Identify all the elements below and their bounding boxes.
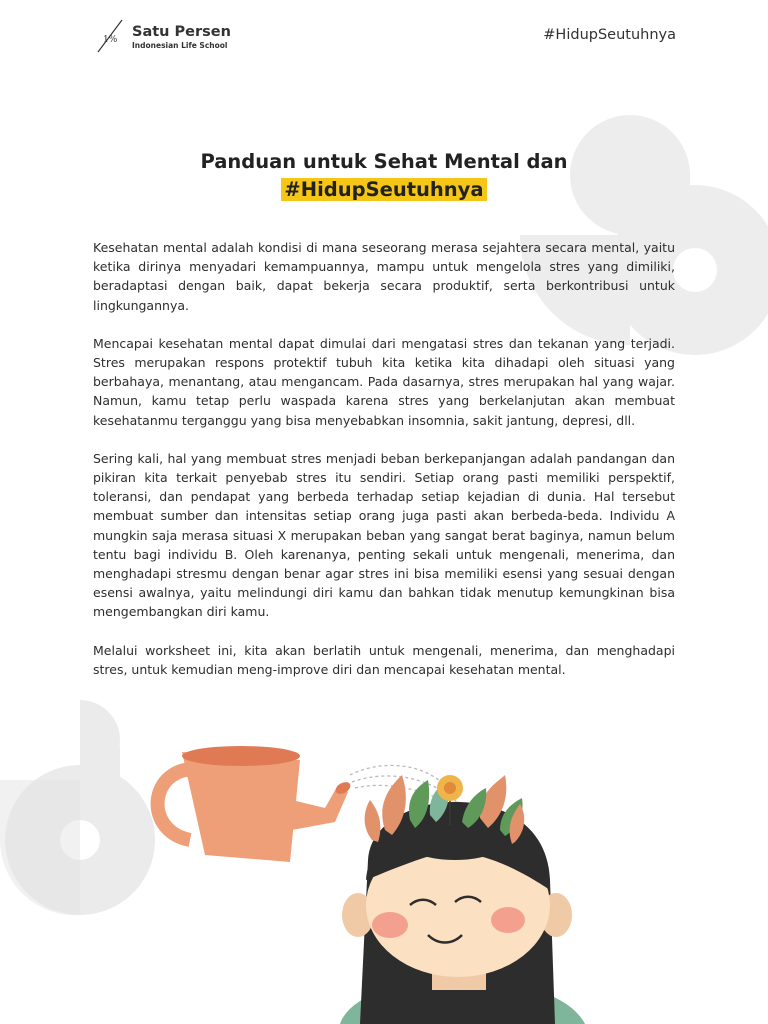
- title-line-1: Panduan untuk Sehat Mental dan: [200, 150, 568, 173]
- page-title: [0, 148, 768, 204]
- paragraph: Mencapai kesehatan mental dapat dimulai dari mengatasi stres dan tekanan yang terjadi. Stres merupakan respons protektif tubuh kita ketika kita dihadapi oleh situasi yang berbahaya, menantang, atau mengancam. Pada dasarnya, stres merupakan hal yang wajar. Namun, kamu tetap perlu waspada karena stres yang berkelanjutan akan membuat kesehatanmu terganggu yang bisa menyebabkan insomnia, sakit jantung, depresi, dll.: [93, 335, 675, 428]
- girl-with-plants-illustration: [340, 775, 585, 1024]
- svg-text:1%: 1%: [103, 35, 118, 45]
- brand-name: Satu Persen: [132, 24, 231, 40]
- brand-tagline: Indonesian Life School: [132, 40, 228, 50]
- satu-persen-logo-icon: [92, 18, 130, 56]
- title-highlight: #HidupSeutuhnya: [281, 178, 486, 201]
- page-header: [0, 18, 768, 58]
- illustration: [0, 730, 768, 1024]
- header-hashtag: #HidupSeutuhnya: [543, 27, 676, 43]
- watering-can-icon: [158, 746, 353, 862]
- paragraph: Melalui worksheet ini, kita akan berlatih untuk mengenali, menerima, dan menghadapi stres, untuk kemudian meng-improve diri dan mencapai kesehatan mental.: [93, 642, 675, 677]
- brand-logo: [92, 18, 231, 56]
- paragraph: Sering kali, hal yang membuat stres menjadi beban berkepanjangan adalah pandangan dan pikiran kita terkait penyebab stres itu sendiri. Setiap orang pasti memiliki perspektif, toleransi, dan pendapat yang berbeda terhadap setiap kejadian di dunia. Hal tersebut membuat sumber dan intensitas setiap orang juga pasti akan berbeda-beda. Individu A mungkin saja merasa situasi X merupakan beban yang sangat berat baginya, namun belum tentu bagi individu B. Oleh karenanya, penting sekali untuk mengenali, menerima, dan menghadapi stresmu dengan benar agar stres ini bisa memiliki esensi yang sesuai dengan esensi awalnya, yaitu melindungi diri kamu dan bahkan tidak menutup kemungkinan bisa mengembangkan diri kamu.: [93, 450, 675, 620]
- body-text: [93, 238, 675, 698]
- paragraph: Kesehatan mental adalah kondisi di mana seseorang merasa sejahtera secara mental, yaitu ketika dirinya menyadari kemampuannya, mampu untuk mengelola stres yang dimiliki, beradaptasi dengan baik, dapat bekerja secara produktif, serta berkontribusi untuk lingkungannya.: [93, 240, 675, 313]
